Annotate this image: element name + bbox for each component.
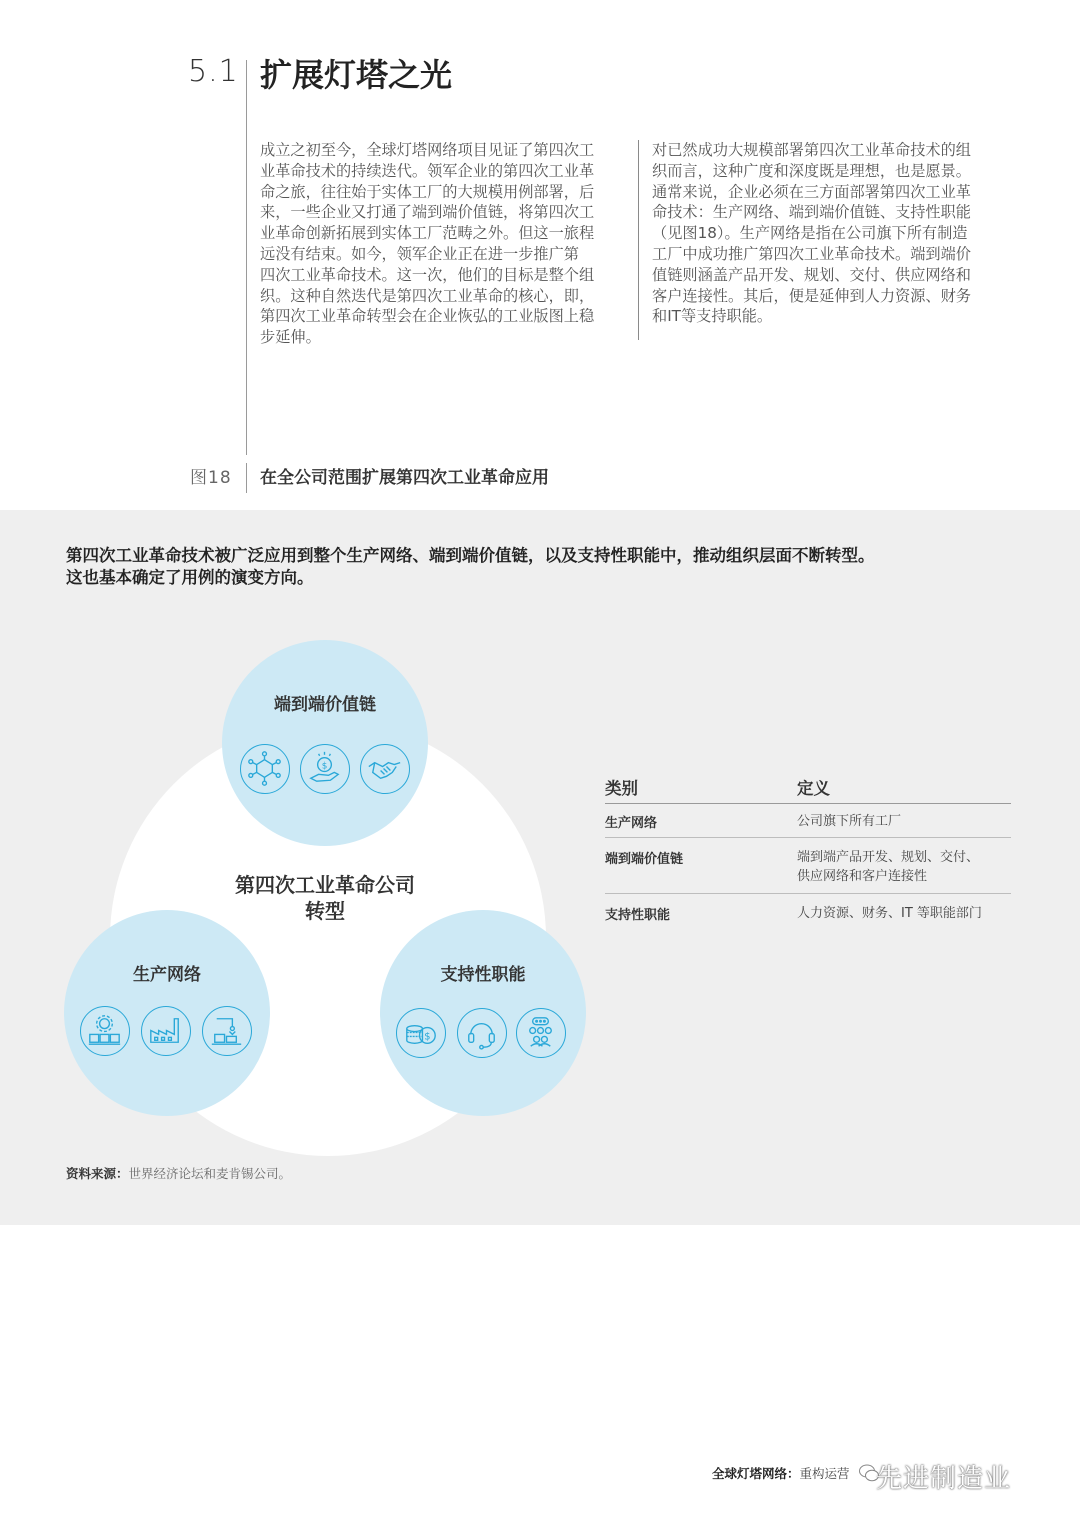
money-hand-icon [300, 744, 350, 794]
node-production-network-label: 生产网络 [133, 965, 201, 985]
table-cell-category: 生产网络 [605, 816, 658, 831]
source-text: 世界经济论坛和麦肯锡公司。 [128, 1166, 292, 1181]
table-header-category: 类别 [605, 779, 638, 798]
network-icon [240, 744, 290, 794]
robot-arm-icon [202, 1006, 252, 1056]
section-divider-line [246, 60, 247, 455]
gear-boxes-icon [80, 1006, 130, 1056]
figure-intro: 第四次工业革命技术被广泛应用到整个生产网络、端到端价值链，以及支持性职能中，推动组织层面不断转型。 这也基本确定了用例的演变方向。 [66, 546, 875, 587]
table-cell-category: 端到端价值链 [605, 852, 684, 867]
factory-icon [141, 1006, 191, 1056]
table-header-definition: 定义 [797, 779, 830, 798]
column-divider [638, 140, 639, 340]
node-value-chain [222, 640, 428, 846]
table-header-line [605, 803, 1011, 804]
coins-icon [396, 1008, 446, 1058]
team-icon [516, 1008, 566, 1058]
figure-divider-line [246, 463, 247, 493]
table-row-line [605, 837, 1011, 838]
body-column-2: 对已然成功大规模部署第四次工业革命技术的组 织而言，这种广度和深度既是理想，也是愿景。 通常来说，企业必须在三方面部署第四次工业革 命技术：生产网络、端到端价值链、支持性职能 （见图18）。生产网络是指在公司旗下所有制造 工厂中成功推广第四次工业革命技术。端到端价 值链则涵盖产品开发、规划、交付、供应网络和 客户连接性。其后，便是延伸到人力资源、财务 和IT等支持职能。 [652, 141, 971, 326]
body-column-1: 成立之初至今，全球灯塔网络项目见证了第四次工 业革命技术的持续迭代。领军企业的第四次工业革 命之旅，往往始于实体工厂的大规模用例部署，后 来，一些企业又打通了端到端价值链，将第四次工 业革命创新拓展到实体工厂范畴之外。但这一旅程 远没有结束。如今，领军企业正在进一步推广第 四次工业革命技术。这一次，他们的目标是整个组 织。这种自然迭代是第四次工业革命的核心，即， 第四次工业革命转型会在企业恢弘的工业版图上稳 步延伸。 [260, 141, 595, 347]
section-title: 扩展灯塔之光 [260, 56, 453, 94]
section-number: 5.1 [188, 54, 239, 89]
figure-source [66, 1164, 291, 1182]
center-label: 第四次工业革命公司 转型 [235, 873, 415, 923]
footer-bold: 全球灯塔网络： [712, 1466, 800, 1481]
table-cell-category: 支持性职能 [605, 908, 671, 923]
node-support-functions-label: 支持性职能 [440, 965, 526, 985]
table-cell-definition: 端到端产品开发、规划、交付、 供应网络和客户连接性 [797, 850, 980, 884]
table-cell-definition: 人力资源、财务、IT 等职能部门 [797, 906, 982, 921]
node-value-chain-label: 端到端价值链 [274, 695, 376, 715]
figure-label: 图18 [190, 468, 232, 488]
watermark: 先进制造业 [876, 1464, 1012, 1494]
node-support-functions [380, 910, 586, 1116]
headset-icon [457, 1008, 507, 1058]
figure-title: 在全公司范围扩展第四次工业革命应用 [260, 468, 549, 488]
table-cell-definition: 公司旗下所有工厂 [797, 814, 902, 829]
svg-text:$: $ [321, 761, 328, 772]
footer-text: 重构运营 [799, 1466, 850, 1481]
table-row-line [605, 893, 1011, 894]
handshake-icon [360, 744, 410, 794]
svg-text:$: $ [424, 1031, 431, 1043]
node-production-network [64, 910, 270, 1116]
source-label: 资料来源： [66, 1166, 129, 1181]
page-footer [712, 1464, 850, 1482]
